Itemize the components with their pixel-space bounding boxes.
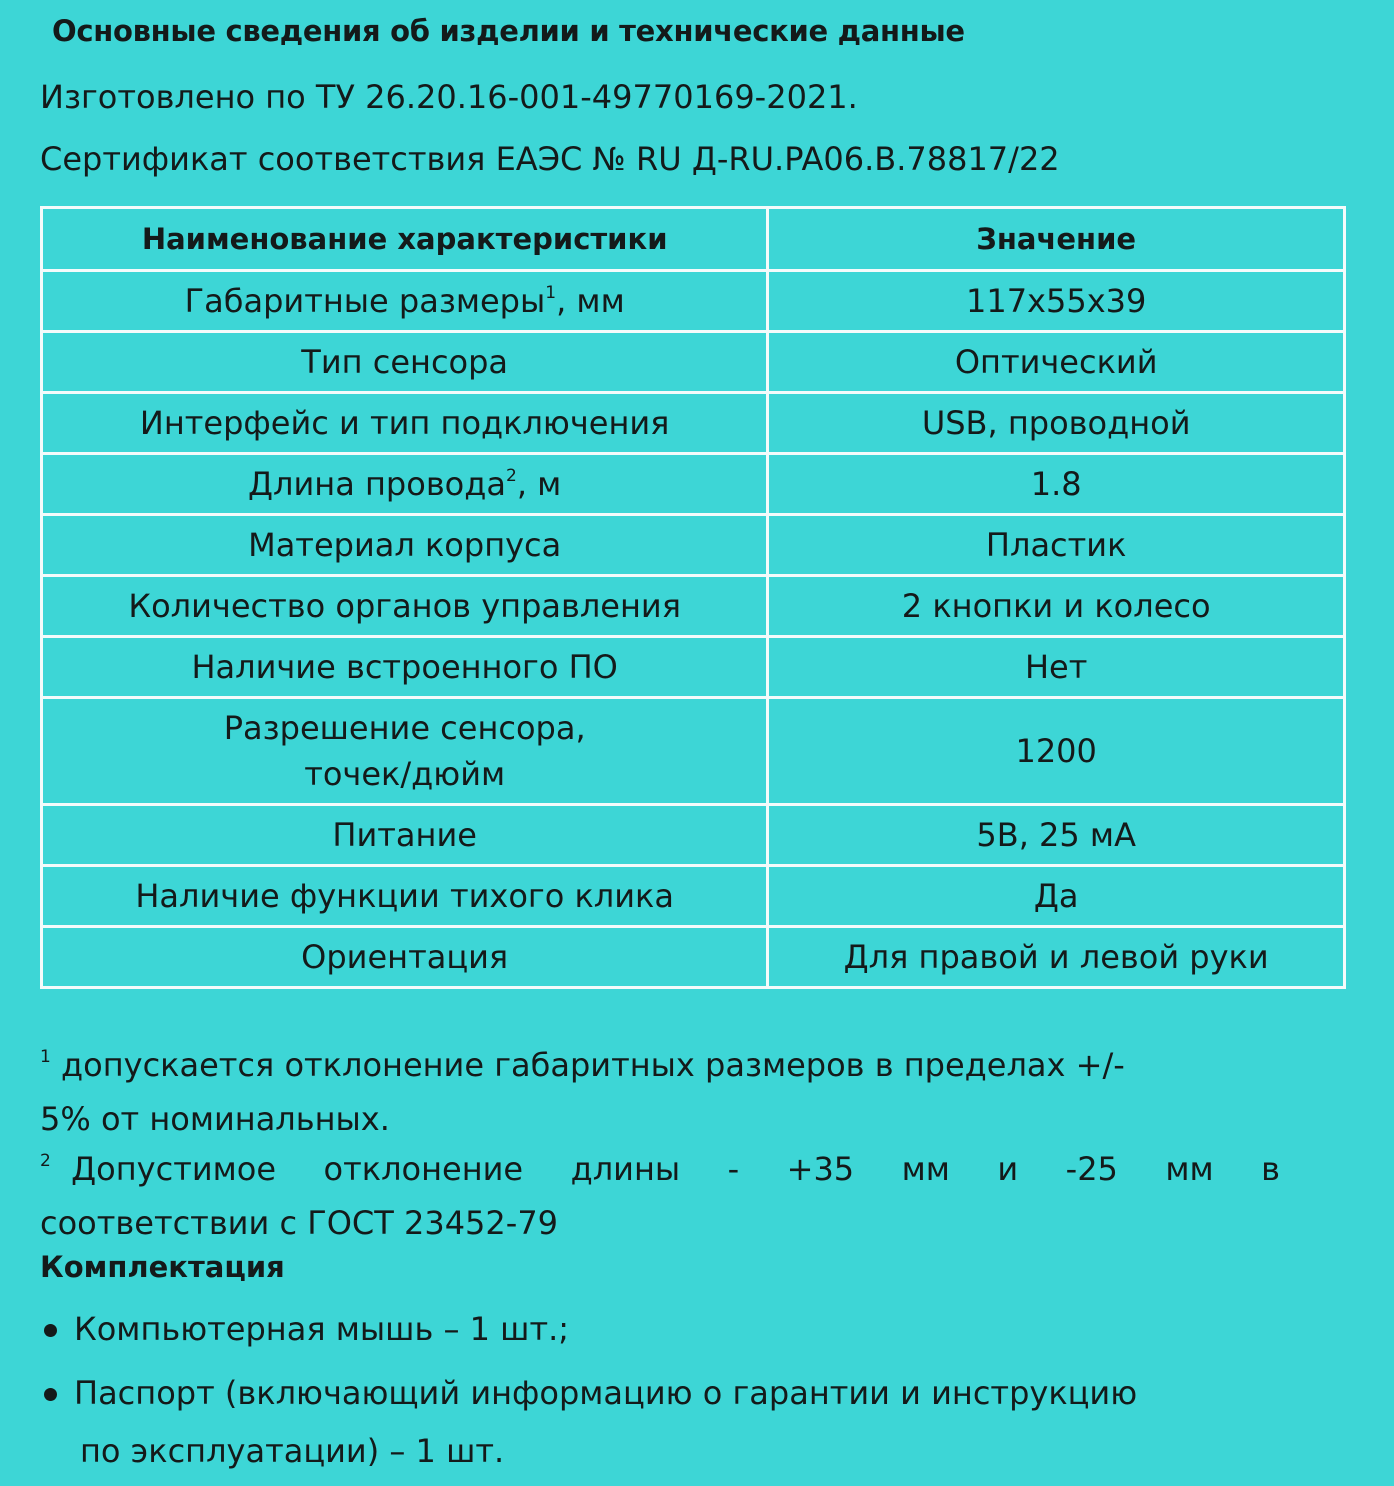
- row-value: Нет: [768, 637, 1345, 698]
- row-value: Пластик: [768, 515, 1345, 576]
- row-value: 1200: [768, 698, 1345, 805]
- kit-list: [40, 1300, 1300, 1486]
- row-name: Разрешение сенсора, точек/дюйм: [42, 698, 768, 805]
- row-value: 1.8: [768, 454, 1345, 515]
- table-row: [42, 454, 1345, 515]
- table-row: [42, 515, 1345, 576]
- table-row: [42, 866, 1345, 927]
- row-name: Питание: [42, 805, 768, 866]
- table-row: [42, 698, 1345, 805]
- row-name: Количество органов управления: [42, 576, 768, 637]
- specs-table: [40, 206, 1346, 989]
- table-row: [42, 805, 1345, 866]
- row-value: 2 кнопки и колесо: [768, 576, 1345, 637]
- bullet-icon: [44, 1324, 57, 1337]
- row-value: Для правой и левой руки: [768, 927, 1345, 988]
- footnote-2: $^2$ Допустимое отклонение длины - +35 мм и -25 мм в соответствии с ГОСТ 23452-79: [40, 1150, 1280, 1242]
- footnote-mark: 1: [40, 1047, 51, 1067]
- list-item: Паспорт (включающий информацию о гарантии и инструкцию по эксплуатации) – 1 шт.: [40, 1364, 1300, 1480]
- table-row: [42, 576, 1345, 637]
- table-row: [42, 637, 1345, 698]
- row-value: Оптический: [768, 332, 1345, 393]
- row-name: Ориентация: [42, 927, 768, 988]
- footnote-mark: 1: [545, 283, 557, 303]
- bullet-icon: [44, 1388, 57, 1401]
- footnote-mark: 2: [40, 1151, 51, 1171]
- table-row: [42, 393, 1345, 454]
- manufacturing-standard: Изготовлено по ТУ 26.20.16-001-49770169-2021.: [40, 78, 858, 116]
- table-row: [42, 271, 1345, 332]
- row-name: Наличие функции тихого клика: [42, 866, 768, 927]
- table-row: [42, 927, 1345, 988]
- row-name: Интерфейс и тип подключения: [42, 393, 768, 454]
- section-heading: Основные сведения об изделии и технические данные: [52, 14, 965, 48]
- row-name: Материал корпуса: [42, 515, 768, 576]
- row-name: Длина провода$^2$, м: [42, 454, 768, 515]
- certificate-line: Сертификат соответствия ЕАЭС № RU Д-RU.PA06.B.78817/22: [40, 140, 1060, 178]
- row-name: Тип сенсора: [42, 332, 768, 393]
- footnote-1: $^1$ допускается отклонение габаритных размеров в пределах +/- 5% от номинальных.: [40, 1046, 1125, 1138]
- row-value: 117x55x39: [768, 271, 1345, 332]
- row-name: Габаритные размеры$^1$, мм: [42, 271, 768, 332]
- table-header-row: [42, 208, 1345, 271]
- row-value: 5В, 25 мА: [768, 805, 1345, 866]
- kit-title: Комплектация: [40, 1250, 285, 1284]
- table-row: [42, 332, 1345, 393]
- footnote-mark: 2: [505, 466, 517, 486]
- header-value: Значение: [768, 208, 1345, 271]
- row-value: USB, проводной: [768, 393, 1345, 454]
- header-name: Наименование характеристики: [42, 208, 768, 271]
- list-item: Компьютерная мышь – 1 шт.;: [40, 1300, 1300, 1358]
- row-name: Наличие встроенного ПО: [42, 637, 768, 698]
- row-value: Да: [768, 866, 1345, 927]
